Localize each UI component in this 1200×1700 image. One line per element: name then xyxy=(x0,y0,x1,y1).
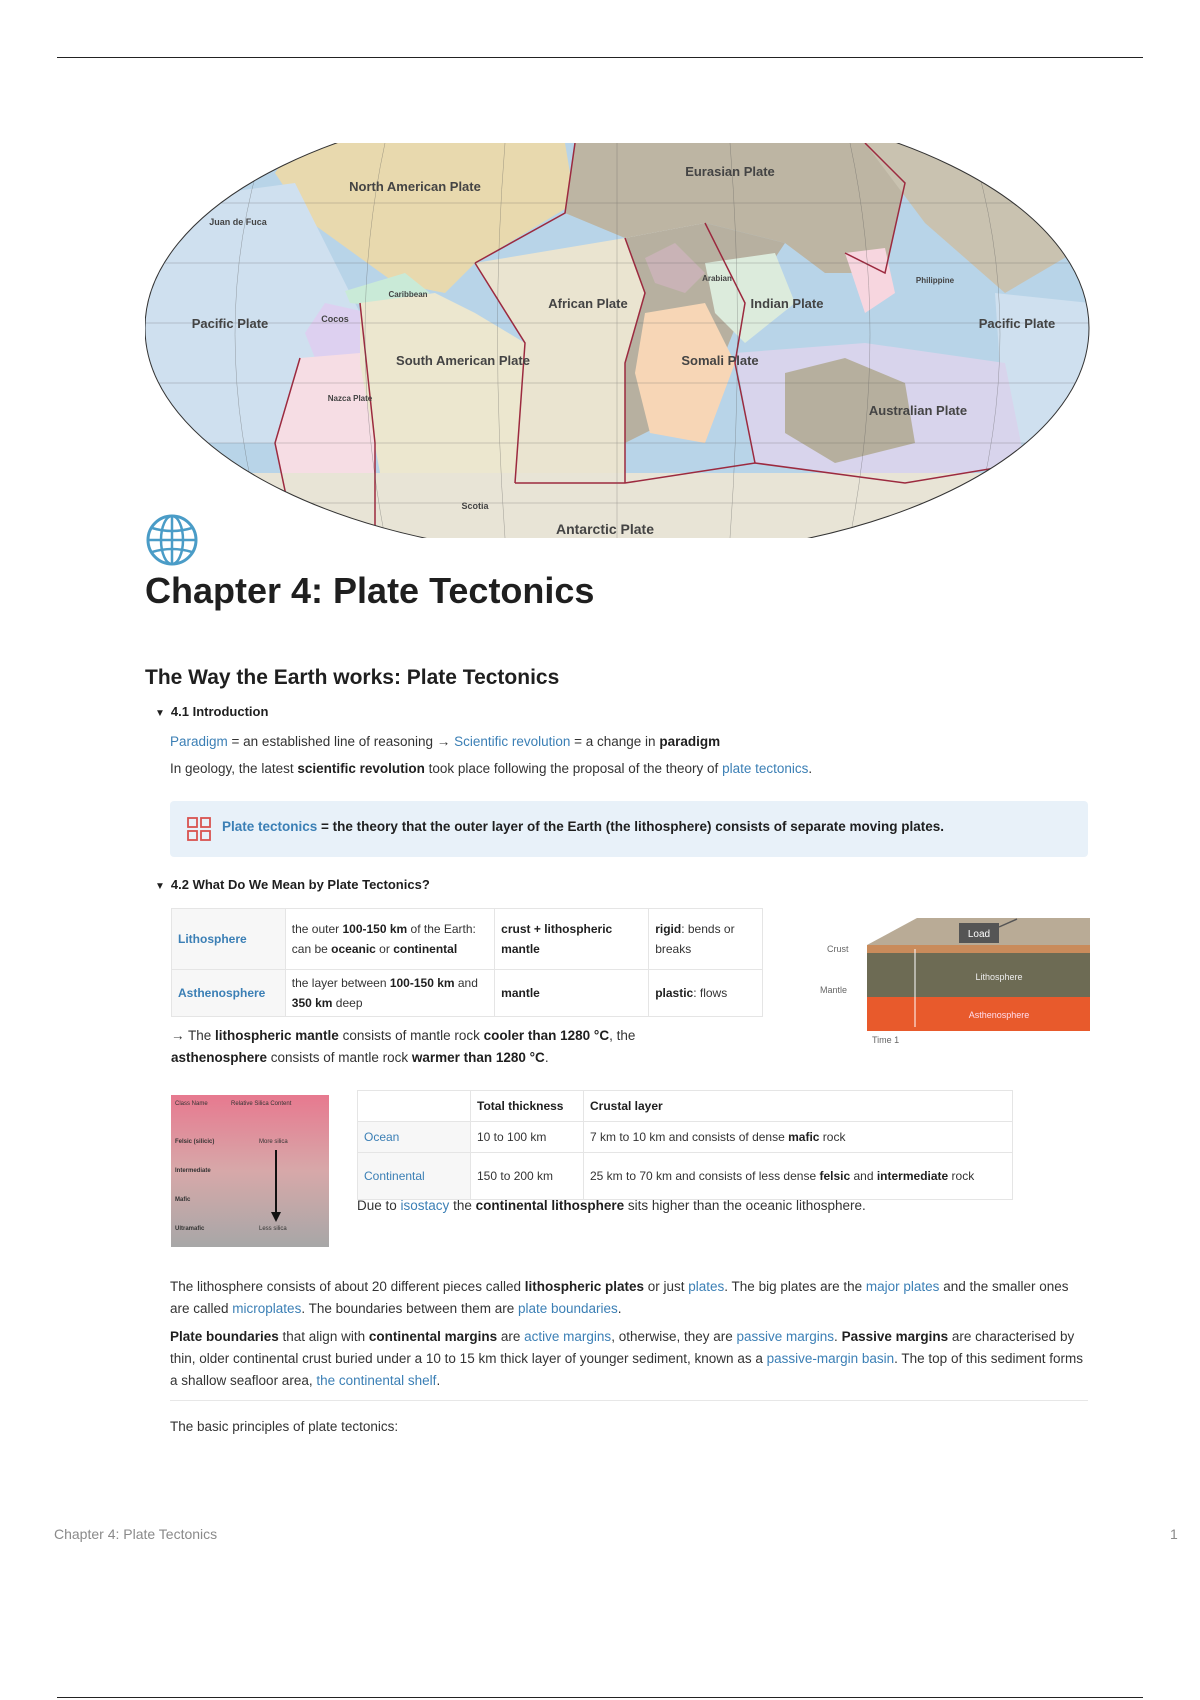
scientific-revolution-link[interactable]: Scientific revolution xyxy=(454,734,571,749)
text-fragment: consists of mantle rock xyxy=(338,1028,484,1043)
map-label-eurasian: Eurasian Plate xyxy=(685,164,775,179)
table-cell xyxy=(285,909,494,970)
text-fragment: . xyxy=(436,1373,441,1388)
map-label-cocos: Cocos xyxy=(321,314,349,324)
table-cell xyxy=(285,970,494,1017)
table-row xyxy=(358,1153,1013,1200)
map-label-nazca: Nazca Plate xyxy=(327,394,373,403)
table-row xyxy=(358,1122,1013,1153)
text-fragment: warmer than 1280 °C xyxy=(411,1050,545,1065)
text-fragment: . xyxy=(544,1050,549,1065)
text-fragment: Passive margins xyxy=(841,1329,949,1344)
major-plates-link[interactable]: major plates xyxy=(865,1279,940,1294)
text-fragment: asthenosphere xyxy=(171,1050,268,1065)
passive-margins-link[interactable]: passive margins xyxy=(736,1329,835,1344)
continental-shelf-link[interactable]: the continental shelf xyxy=(316,1373,437,1388)
text-fragment: . The boundaries between them are xyxy=(301,1301,518,1316)
lithosphere-layer-label: Lithosphere xyxy=(975,972,1023,982)
table-cell xyxy=(584,1122,1013,1153)
silica-content-chart xyxy=(171,1095,329,1247)
map-label-philippine: Philippine xyxy=(915,276,955,285)
ultramafic-label: Ultramafic xyxy=(175,1226,205,1232)
map-label-australian: Australian Plate xyxy=(868,403,968,418)
mantle-label: Mantle xyxy=(820,985,848,995)
text-fragment: = an established line of reasoning → xyxy=(227,734,455,749)
text-fragment: . xyxy=(617,1301,622,1316)
text-fragment: are xyxy=(497,1329,525,1344)
isostacy-link[interactable]: isostacy xyxy=(400,1198,450,1213)
silica-header: Relative Silica Content xyxy=(231,1101,292,1107)
layout-grid-icon xyxy=(187,817,211,841)
text-fragment: . xyxy=(834,1329,842,1344)
text-fragment: 350 km xyxy=(291,996,333,1010)
definition-callout xyxy=(170,801,1088,857)
map-label-somali: Somali Plate xyxy=(681,353,759,368)
plates-link[interactable]: plates xyxy=(688,1279,725,1294)
text-fragment: . xyxy=(808,761,813,776)
section-title: The Way the Earth works: Plate Tectonics xyxy=(145,666,560,689)
text-fragment: the outer xyxy=(291,922,343,936)
map-label-african: African Plate xyxy=(548,296,628,311)
intermediate-label: Intermediate xyxy=(175,1168,211,1174)
text-fragment: the xyxy=(449,1198,476,1213)
text-fragment: Plate boundaries xyxy=(170,1329,279,1344)
text-fragment: 25 km to 70 km and consists of less dense xyxy=(590,1169,820,1183)
text-fragment: → The xyxy=(171,1028,216,1043)
text-fragment: consists of mantle rock xyxy=(267,1050,412,1065)
map-label-south-american: South American Plate xyxy=(396,353,530,368)
table-cell: crust + lithospheric mantle xyxy=(495,909,649,970)
globe-icon xyxy=(145,513,199,567)
map-label-pacific-right: Pacific Plate xyxy=(978,316,1056,331)
thickness-table xyxy=(357,1090,1013,1200)
passive-margin-basin-link[interactable]: passive-margin basin xyxy=(766,1351,895,1366)
text-fragment: plastic xyxy=(655,986,694,1000)
table-row xyxy=(172,970,763,1017)
mafic-label: Mafic xyxy=(175,1197,191,1203)
map-label-arabian: Arabian xyxy=(702,274,732,283)
map-label-caribbean: Caribbean xyxy=(388,290,428,299)
paradigm-link[interactable]: Paradigm xyxy=(170,734,228,749)
table-cell: mantle xyxy=(495,970,649,1017)
asthenosphere-layer-label: Asthenosphere xyxy=(968,1010,1030,1020)
map-label-antarctic: Antarctic Plate xyxy=(555,521,655,537)
map-label-north-american: North American Plate xyxy=(349,179,481,194)
text-fragment: rock xyxy=(819,1130,846,1144)
table-header xyxy=(358,1091,471,1122)
text-fragment: 100-150 km xyxy=(389,976,455,990)
text-fragment: Due to xyxy=(357,1198,401,1213)
text-fragment: . The big plates are the xyxy=(724,1279,866,1294)
text-fragment: cooler than 1280 °C xyxy=(483,1028,610,1043)
time-label: Time 1 xyxy=(872,1035,900,1045)
table-header-row xyxy=(358,1091,1013,1122)
toggle-4-2-heading: 4.2 What Do We Mean by Plate Tectonics? xyxy=(170,877,430,892)
text-fragment: and the smaller ones are called xyxy=(170,1279,1069,1316)
table-header: Crustal layer xyxy=(584,1091,1013,1122)
text-fragment: paradigm xyxy=(659,734,721,749)
text-fragment: continental xyxy=(393,942,458,956)
text-fragment: . The top of this sediment forms a shallow seafloor area, xyxy=(170,1351,1083,1388)
footer-page-number: 1 xyxy=(1170,1526,1178,1542)
isostacy-line xyxy=(357,1195,866,1217)
text-fragment: sits higher than the oceanic lithosphere. xyxy=(624,1198,866,1213)
table-cell: 150 to 200 km xyxy=(471,1153,584,1200)
top-rule xyxy=(57,57,1143,58)
map-label-indian: Indian Plate xyxy=(750,296,824,311)
toggle-4-1[interactable] xyxy=(155,704,268,719)
text-fragment: intermediate xyxy=(876,1169,949,1183)
page-title: Chapter 4: Plate Tectonics xyxy=(145,570,595,611)
text-fragment: or just xyxy=(644,1279,689,1294)
continental-cell[interactable]: Continental xyxy=(358,1153,471,1200)
table-cell xyxy=(649,909,763,970)
text-fragment: that align with xyxy=(278,1329,369,1344)
text-fragment: lithospheric plates xyxy=(524,1279,644,1294)
plate-tectonics-link[interactable]: plate tectonics xyxy=(722,761,809,776)
text-fragment: : bends or breaks xyxy=(655,922,735,956)
text-fragment: , otherwise, they are xyxy=(611,1329,737,1344)
text-fragment: scientific revolution xyxy=(297,761,425,776)
lithosphere-diagram xyxy=(817,915,1090,1045)
text-fragment: mafic xyxy=(788,1130,820,1144)
text-fragment: or xyxy=(375,942,394,956)
text-fragment: took place following the proposal of the theory of xyxy=(424,761,723,776)
text-fragment: , the xyxy=(609,1028,636,1043)
text-fragment: continental margins xyxy=(368,1329,498,1344)
text-fragment: deep xyxy=(332,996,363,1010)
class-name-header: Class Name xyxy=(175,1101,208,1107)
toggle-4-2[interactable] xyxy=(155,877,430,892)
text-fragment: of the Earth: can be xyxy=(291,922,476,956)
text-fragment: The lithosphere consists of about 20 different pieces called xyxy=(170,1279,525,1294)
table-cell xyxy=(584,1153,1013,1200)
bottom-rule xyxy=(57,1697,1143,1698)
plate-tectonics-callout-link[interactable]: Plate tectonics xyxy=(222,819,318,834)
map-label-juan-de-fuca: Juan de Fuca xyxy=(209,217,267,227)
active-margins-link[interactable]: active margins xyxy=(524,1329,612,1344)
text-fragment: lithospheric mantle xyxy=(215,1028,339,1043)
plate-boundaries-link[interactable]: plate boundaries xyxy=(517,1301,618,1316)
table-cell xyxy=(649,970,763,1017)
text-fragment: and xyxy=(454,976,478,990)
map-label-pacific-left: Pacific Plate xyxy=(191,316,269,331)
text-fragment: 7 km to 10 km and consists of dense xyxy=(590,1130,789,1144)
table-cell: 10 to 100 km xyxy=(471,1122,584,1153)
text-fragment: felsic xyxy=(819,1169,851,1183)
toggle-4-1-heading: 4.1 Introduction xyxy=(170,704,269,719)
text-fragment: are characterised by thin, older continental crust buried under a 10 to 15 km thick layer of younger sediment, known as a xyxy=(170,1329,1075,1366)
basic-principles-line: The basic principles of plate tectonics: xyxy=(170,1419,399,1434)
layers-table xyxy=(171,908,763,1017)
footer-title: Chapter 4: Plate Tectonics xyxy=(54,1526,218,1542)
text-fragment: the layer between xyxy=(291,976,390,990)
margins-paragraph xyxy=(170,1326,1088,1392)
load-label: Load xyxy=(967,929,991,940)
less-silica-label: Less silica xyxy=(259,1226,287,1232)
text-fragment: = the theory that the outer layer of the Earth (the lithosphere) consists of separate moving plates. xyxy=(317,819,945,834)
geology-line xyxy=(170,758,812,780)
paradigm-line xyxy=(170,731,720,753)
table-row xyxy=(172,909,763,970)
crust-label: Crust xyxy=(827,944,849,954)
toggle-triangle-icon: ▼ xyxy=(155,708,165,719)
callout-text xyxy=(222,819,944,834)
text-fragment: In geology, the latest xyxy=(170,761,298,776)
text-fragment: 100-150 km xyxy=(342,922,408,936)
lithosphere-cell[interactable]: Lithosphere xyxy=(172,909,286,970)
asthenosphere-cell[interactable]: Asthenosphere xyxy=(172,970,286,1017)
text-fragment: : flows xyxy=(693,986,728,1000)
felsic-label: Felsic (silicic) xyxy=(175,1139,215,1145)
divider xyxy=(170,1400,1088,1401)
text-fragment: oceanic xyxy=(331,942,376,956)
map-label-scotia: Scotia xyxy=(461,501,489,511)
toggle-triangle-icon: ▼ xyxy=(155,881,165,892)
mantle-note xyxy=(171,1025,731,1069)
text-fragment: and xyxy=(850,1169,877,1183)
microplates-link[interactable]: microplates xyxy=(232,1301,302,1316)
more-silica-label: More silica xyxy=(259,1139,288,1145)
plate-tectonics-map xyxy=(145,143,1090,538)
table-header: Total thickness xyxy=(471,1091,584,1122)
text-fragment: rigid xyxy=(655,922,682,936)
text-fragment: continental lithosphere xyxy=(475,1198,625,1213)
text-fragment: rock xyxy=(948,1169,975,1183)
text-fragment: = a change in xyxy=(570,734,660,749)
ocean-cell[interactable]: Ocean xyxy=(358,1122,471,1153)
plates-paragraph xyxy=(170,1276,1088,1320)
